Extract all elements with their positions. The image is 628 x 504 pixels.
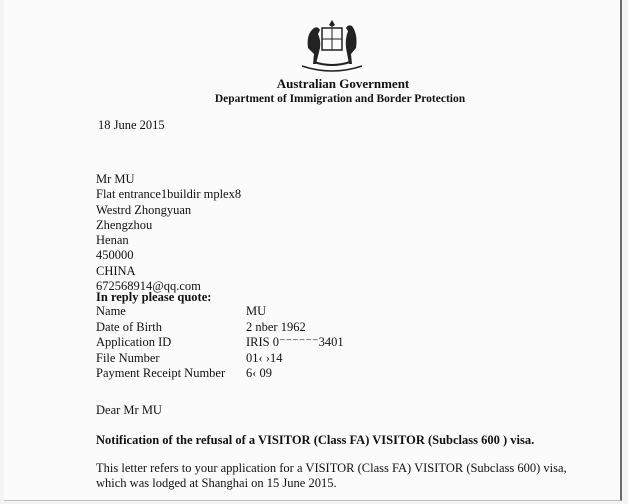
address-line: 672568914@qq.com <box>96 279 201 294</box>
reference-value: 2 nber 1962 <box>246 319 306 334</box>
reference-value: MU <box>246 304 267 318</box>
letterhead <box>4 76 620 105</box>
address-line: Henan <box>96 233 129 248</box>
reference-value: 01‹ ›14 <box>246 350 283 365</box>
address-line: Flat entrance1buildir mplex8 <box>96 187 242 202</box>
address-line: Westrd Zhongyuan <box>96 202 192 217</box>
reference-value: IRIS 0⁻⁻⁻⁻⁻⁻3401 <box>246 335 344 350</box>
reference-label: File Number <box>96 350 160 365</box>
body-paragraph: This letter refers to your application for a VISITOR (Class FA) VISITOR (Subclass 600) visa, which was lodged at Shanghai on 15 June 2015. <box>96 461 567 490</box>
reference-label: Payment Receipt Number <box>96 366 226 381</box>
reference-row <box>96 350 283 367</box>
reference-value: 6‹ 09 <box>246 366 273 381</box>
letter-page <box>4 0 622 501</box>
coat-of-arms-logo <box>294 18 370 74</box>
address-line: Zhengzhou <box>96 217 153 232</box>
government-name: Australian Government <box>276 76 410 91</box>
letter-date: 18 June 2015 <box>98 118 165 132</box>
address-line: 450000 <box>96 248 134 263</box>
address-line: Mr MU <box>96 172 135 186</box>
address-line: CHINA <box>96 263 136 278</box>
reference-row <box>96 366 273 382</box>
reference-details <box>96 304 344 382</box>
reference-row <box>96 304 267 320</box>
reference-label: Application ID <box>96 335 172 350</box>
department-name: Department of Immigration and Border Protection <box>214 93 466 105</box>
reference-row <box>96 335 344 351</box>
reference-label: Name <box>96 304 126 318</box>
reference-row <box>96 319 306 336</box>
reply-heading: In reply please quote: <box>96 290 212 304</box>
subject-line: Notification of the refusal of a VISITOR (Class FA) VISITOR (Subclass 600 ) visa. <box>96 433 535 447</box>
recipient-address <box>96 172 241 294</box>
reference-label: Date of Birth <box>96 319 162 334</box>
salutation: Dear Mr MU <box>96 403 162 417</box>
